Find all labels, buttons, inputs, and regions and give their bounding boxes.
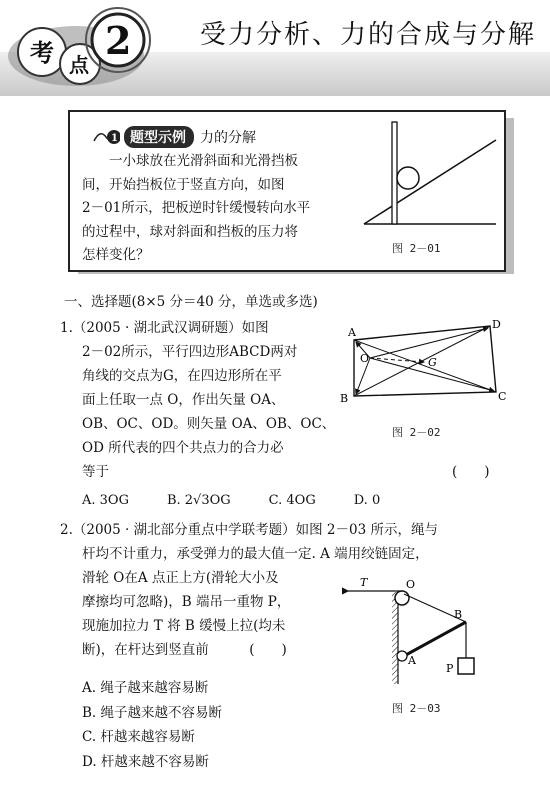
example-line: 一小球放在光滑斜面和光滑挡板	[109, 153, 298, 169]
q2-line: 现施加拉力 T 将 B 缓慢上拉(均未	[82, 618, 286, 634]
q1-answer-bracket: ( )	[452, 464, 490, 480]
example-text	[82, 150, 364, 268]
weight-p	[458, 658, 474, 674]
label-b: B	[340, 392, 349, 405]
ball	[397, 167, 419, 189]
section-heading: 一、选择题(8×5 分＝40 分，单选或多选)	[64, 294, 318, 310]
q1-line: OD 所代表的四个共点力的合力必	[82, 440, 284, 456]
q2-options	[82, 676, 222, 774]
diagonal-bd	[354, 326, 490, 396]
q1-option-d: D. 0	[353, 493, 381, 508]
pulley-o	[395, 591, 409, 605]
label-g: G	[428, 356, 437, 369]
q2-line: 滑轮 O在A 点正上方(滑轮大小及	[82, 570, 279, 586]
wall	[392, 592, 398, 684]
q2-option-b: B. 绳子越来越不容易断	[82, 704, 223, 721]
figure-caption-03: 图 2－03	[392, 702, 441, 715]
question-1	[60, 316, 340, 484]
q1-line: OB、OC、OD。则矢量 OA、OB、OC、	[82, 416, 336, 432]
q1-line: 2－02所示，平行四边形ABCD两对	[82, 344, 298, 360]
rod-ab	[404, 622, 466, 656]
question-2-wrapped	[82, 566, 352, 662]
label-d: D	[492, 318, 501, 331]
figure-2-01	[360, 118, 500, 234]
example-topic: 力的分解	[200, 130, 256, 146]
label-a: A	[408, 654, 416, 667]
diagonal-ac	[354, 340, 496, 392]
label-p: P	[446, 662, 454, 675]
hinge-a	[397, 651, 407, 661]
example-tag	[92, 126, 256, 148]
q2-line: 断)，在杆达到竖直前 ( )	[82, 642, 287, 658]
q1-option-c: C. 4OG	[268, 493, 316, 508]
q1-option-b: B. 2√3OG	[166, 493, 231, 508]
q1-line: 1.（2005 · 湖北武汉调研题）如图	[60, 320, 269, 336]
figure-caption-01: 图 2－01	[392, 242, 441, 255]
baffle-plate	[392, 122, 397, 224]
label-o: O	[360, 352, 370, 365]
label-a: A	[348, 326, 356, 339]
example-line: 2－01所示，把板逆时针缓慢转向水平	[82, 200, 311, 216]
badge-number: 2	[105, 18, 132, 63]
badge-char-1: 考	[30, 38, 54, 67]
q1-line: 面上任取一点 O，作出矢量 OA、	[82, 392, 285, 408]
label-t: T	[360, 576, 368, 589]
q2-option-d: D. 杆越来越不容易断	[82, 753, 209, 770]
page-title: 受力分析、力的合成与分解	[200, 20, 537, 50]
example-line: 间，开始挡板位于竖直方向，如图	[82, 176, 285, 193]
q1-option-a: A. 3OG	[82, 493, 129, 508]
figure-caption-02: 图 2－02	[392, 426, 441, 439]
svg-text:1: 1	[111, 133, 118, 144]
q2-line: 2.（2005 · 湖北部分重点中学联考题）如图 2－03 所示，绳与	[60, 522, 438, 538]
example-tag-label: 题型示例	[124, 126, 194, 148]
q1-line: 角线的交点为G，在四边形所在平	[82, 368, 282, 384]
q1-line: 等于	[82, 464, 109, 480]
q2-line: 杆均不计重力，承受弹力的最大值一定. A 端用绞链固定，	[82, 546, 429, 562]
label-o: O	[406, 578, 416, 591]
figure-2-03	[342, 572, 492, 684]
page-header	[0, 0, 550, 96]
example-line: 怎样变化？	[82, 247, 150, 263]
label-c: C	[498, 390, 507, 403]
topic-badge	[4, 4, 154, 94]
q2-option-c: C. 杆越来越容易断	[82, 729, 195, 745]
badge-char-2: 点	[69, 53, 89, 77]
q1-options	[82, 493, 380, 508]
incline-slope	[364, 140, 496, 224]
figure-2-02	[340, 316, 510, 408]
label-b: B	[454, 608, 463, 621]
q2-option-a: A. 绳子越来越容易断	[82, 680, 209, 696]
pencil-icon	[92, 127, 120, 147]
q2-line: 摩擦均可忽略)，B 端吊一重物 P，	[82, 594, 291, 610]
example-line: 的过程中，球对斜面和挡板的压力将	[82, 223, 298, 240]
question-2	[60, 518, 500, 566]
